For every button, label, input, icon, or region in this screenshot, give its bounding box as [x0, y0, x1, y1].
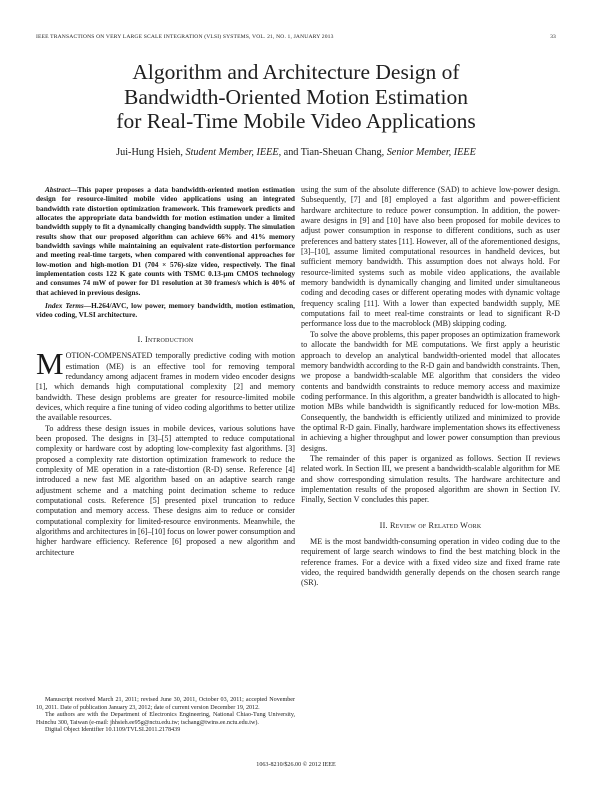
related-work-paragraph-1: ME is the most bandwidth-consuming operation in video coding due to the requirement of large search windows to find the best matching block in the reference frames. For a device with a fixed video size and fixed frame rate video, the required bandwidth generally depends on the chosen search range (SR). — [301, 537, 560, 588]
title-line-2: Bandwidth-Oriented Motion Estimation — [124, 84, 468, 109]
intro-paragraph-3: To solve the above problems, this paper proposes an optimization framework to allocate the bandwidth for ME computations. We first apply a heuristic approach to develop an analytical bandwidth-oriented model that allocates memory bandwidth according to the R-D gain and bandwidth constraints. Then, we propose a bandwidth-scalable ME algorithm that considers the video contents and bandwidth constraints to reduce memory access and maximize coding performance. In this algorithm, a greater bandwidth is allocated to high-motion MBs while bandwidth is significantly reduced for low-motion MBs. Consequently, the bandwidth is efficiently utilized and minimized to provide the optimal R-D gain. Finally, hardware implementation shows its effectiveness in achieving a higher throughput and lower power consumption than previous designs. — [301, 329, 560, 453]
abstract-label: Abstract — [45, 185, 71, 194]
left-column — [36, 185, 295, 558]
author-line — [36, 147, 556, 158]
footnote-affiliation: The authors are with the Department of Electronics Engineering, National Chiao-Tung University, Hsinchu 300, Taiwan (e-mail: jhhsieh.ee95g@nctu.edu.tw; tschang@twins.ee.nctu.edu.tw). — [36, 712, 295, 726]
intro-paragraph-1-text: OTION-COMPENSATED temporally predictive coding with motion estimation (ME) is an effective tool for removing temporal redundancy among adjacent frames in modern video encoder designs [1], which demands high computational complexity [2] and memory bandwidth. These design problems are greater for resource-limited mobile devices, which require a fine tuning of video coding algorithms to better utilize the available resources. — [36, 351, 295, 423]
intro-paragraph-4: The remainder of this paper is organized as follows. Section II reviews related work. In Section III, we present a bandwidth-scalable algorithm for ME and show corresponding simulation results. The hardware architecture and implementation results of the proposed algorithm are shown in Section IV. Finally, Section V concludes this paper. — [301, 453, 560, 505]
footnote-received: Manuscript received March 21, 2011; revised June 30, 2011, October 03, 2011; accepted November 10, 2011. Date of publication January 23, 2012; date of current version December 19, 2012. — [36, 697, 295, 711]
abstract-text: —This paper proposes a data bandwidth-oriented motion estimation design for resource-limited mobile video applications using an integrated bandwidth rate distortion optimization framework. This framework predicts and allocates the appropriate data bandwidth for motion estimation under a limited bandwidth supply to fit a dynamically changing bandwidth supply. The simulation results show that our proposed algorithm can achieve 66% and 41% memory bandwidth savings while maintaining an equivalent rate-distortion performance and meeting real-time targets, when compared with conventional approaches for low-motion and high-motion D1 (704 × 576)-size video, respectively. The final implementation costs 122 K gate counts with TSMC 0.13-μm CMOS technology and consumes 74 mW of power for D1 resolution at 30 frames/s which is 40% of that achieved in previous designs. — [36, 185, 295, 297]
first-page-footnote — [36, 697, 295, 735]
author-2-name: Tian-Sheuan Chang, — [300, 147, 385, 158]
section-1-heading: I. Introduction — [137, 334, 194, 344]
index-terms — [36, 301, 295, 320]
running-header — [36, 34, 556, 40]
page-number: 33 — [550, 34, 556, 40]
intro-paragraph-1 — [36, 346, 295, 423]
author-1-name: Jui-Hung Hsieh, — [116, 147, 183, 158]
author-conjunction: and — [283, 147, 299, 158]
author-1-title: Student Member, IEEE, — [185, 147, 282, 158]
footnote-doi: Digital Object Identifier 10.1109/TVLSI.2011.2178439 — [45, 727, 181, 734]
intro-paragraph-2-continued: using the sum of the absolute difference (SAD) to achieve low-power design. Subsequently, [7] and [8] employed a fast algorithm and power-efficient hardware architecture to reduce power consumption. In addition, the power-aware designs in [9] and [10] have also been proposed for mobile devices to adjust power consumption in response to different conditions, such as user preferences and battery states [11]. However, all of the aforementioned designs, [3]–[10], assume limited computational resources in handheld devices, but sufficient memory bandwidth. This assumption does not always hold. For resource-limited systems such as mobile video applications, the available memory bandwidth is dynamically changing and limited under simultaneous coding and decoding cases or different operating modes with dynamic voltage frequency scaling [11]. With a lower than expected bandwidth supply, ME computations fail to meet real-time constraints or lead to significant R-D performance loss due to the macroblock (MB) skipping coding. — [301, 185, 560, 329]
section-2-heading: II. Review of Related Work — [379, 520, 482, 530]
drop-cap: M — [36, 346, 64, 382]
title-line-1: Algorithm and Architecture Design of — [132, 60, 460, 84]
abstract — [36, 185, 295, 297]
index-terms-label: Index Terms — [45, 301, 84, 311]
copyright-footer: 1063-8210/$26.00 © 2012 IEEE — [256, 762, 336, 768]
author-2-title: Senior Member, IEEE — [386, 147, 476, 158]
title-line-3: for Real-Time Mobile Video Applications — [116, 109, 476, 133]
intro-paragraph-2: To address these design issues in mobile devices, various solutions have been proposed. The designs in [3]–[5] attempted to reduce computational complexity or hardware cost by adopting low-complexity fast algorithms. [3] proposed a complexity rate distortion optimization framework to reduce the complexity of ME operation in a rate-distortion (R-D) sense. Reference [4] introduced a new fast ME algorithm based on an adaptive search range adjustment scheme and a matching point decimation scheme to reduce computational costs. Reference [5] presented pixel truncation to reduce computation and memory access. These designs aim to reduce or consider computational complexity for limited-resource environments. Meanwhile, the algorithms and architectures in [6]–[10] focus on lower power consumption and higher hardware efficiency. Reference [6] proposed a new algorithm and architecture — [36, 423, 295, 557]
right-column — [301, 185, 560, 589]
index-terms-text: —H.264/AVC, low power, memory bandwidth, motion estimation, video coding, VLSI architecture. — [36, 301, 295, 320]
journal-name: IEEE TRANSACTIONS ON VERY LARGE SCALE INTEGRATION (VLSI) SYSTEMS, VOL. 21, NO. 1, JANUARY 2013 — [36, 34, 334, 40]
paper-title — [36, 60, 556, 134]
